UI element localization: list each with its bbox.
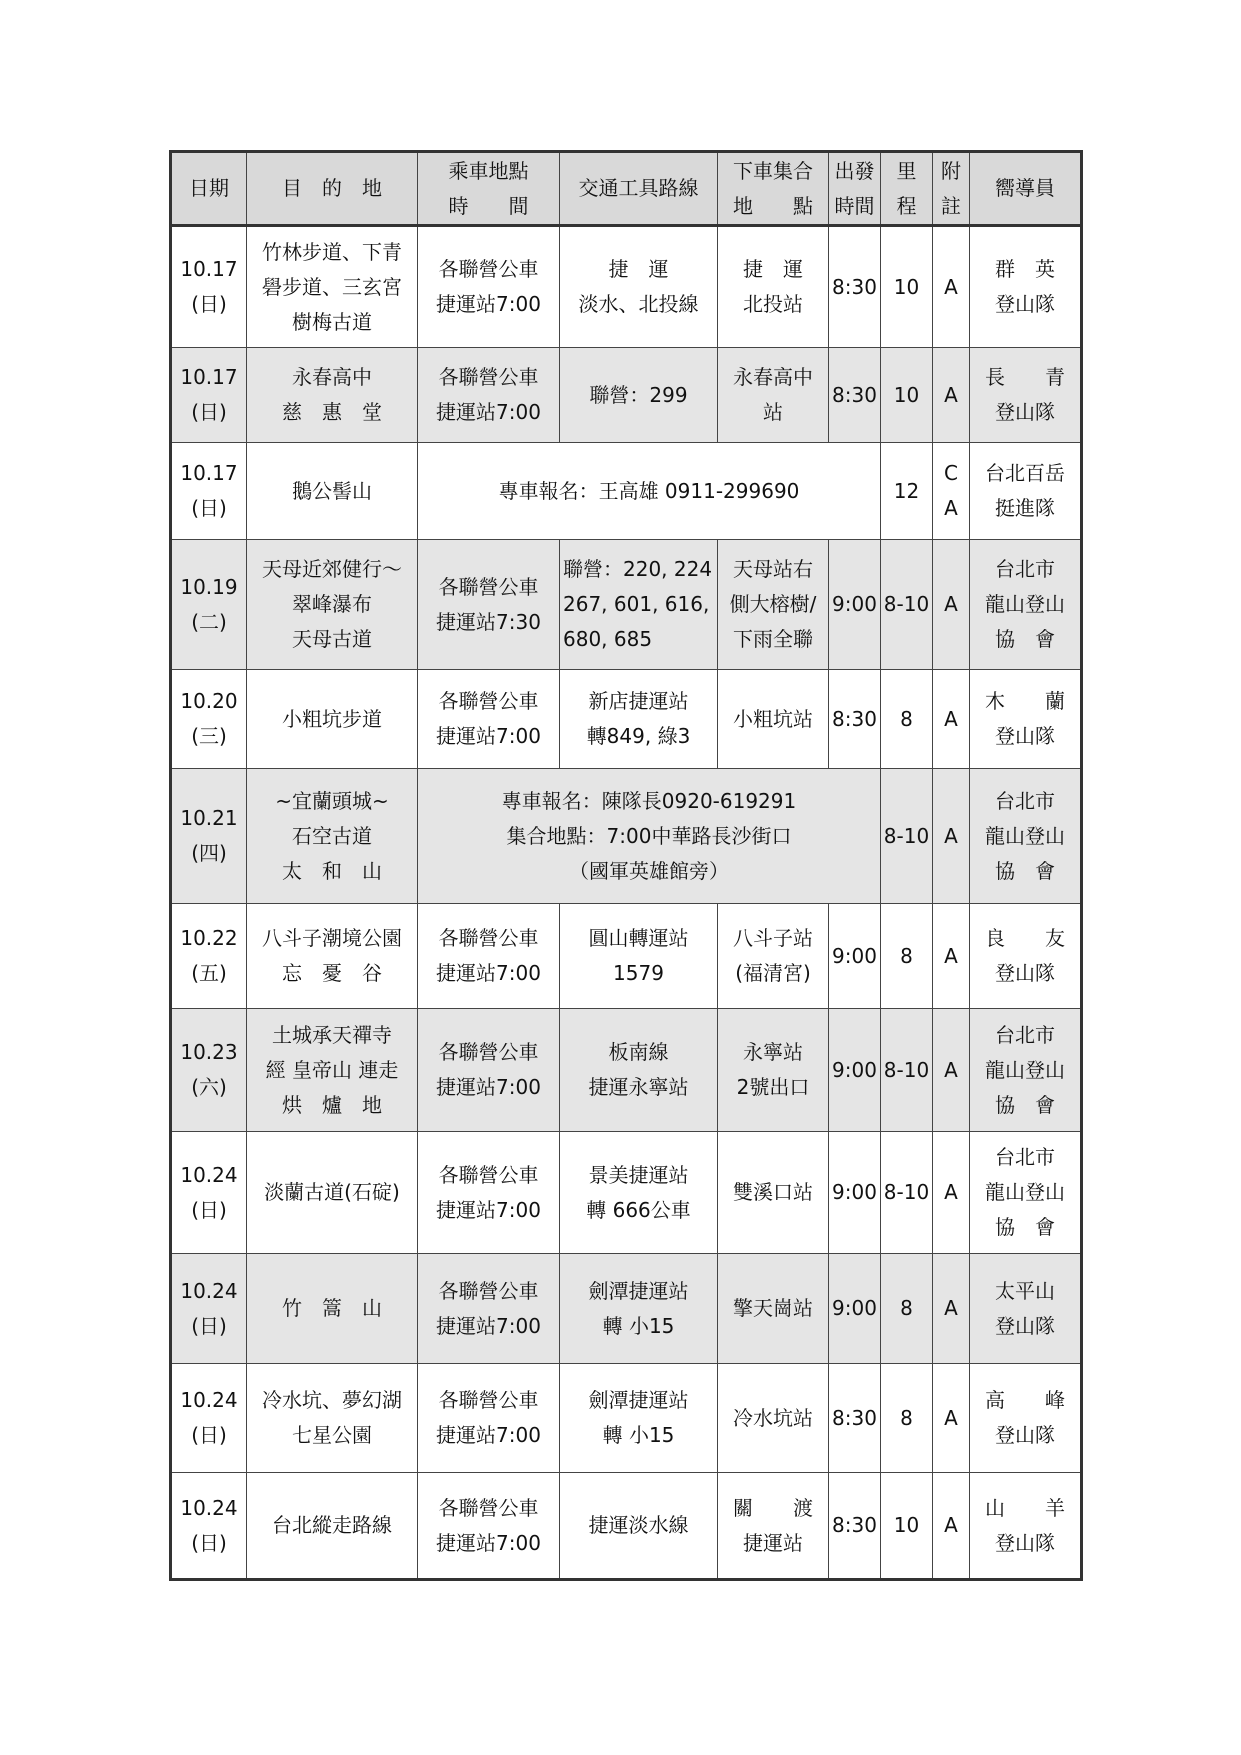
table-row [171,769,1082,904]
table-row [171,1132,1082,1254]
distance-cell: 8-10 [881,1009,933,1132]
note-cell: A [933,769,970,904]
destination-cell: 小粗坑步道 [247,670,418,769]
alight-cell: 冷水坑站 [718,1364,829,1473]
boarding-cell: 各聯營公車 捷運站7:00 [418,1009,560,1132]
destination-cell: ~宜蘭頭城~ 石空古道 太 和 山 [247,769,418,904]
alight-cell: 天母站右 側大榕樹/ 下雨全聯 [718,540,829,670]
header-destination: 目 的 地 [247,152,418,226]
alight-cell: 關 渡 捷運站 [718,1473,829,1580]
header-alight: 下車集合 地 點 [718,152,829,226]
destination-cell: 竹林步道、下青 礐步道、三玄宮 樹梅古道 [247,226,418,348]
alight-cell: 八斗子站 (福清宮) [718,904,829,1009]
destination-cell: 竹 篙 山 [247,1254,418,1364]
guide-cell: 台北百岳 挺進隊 [970,443,1082,540]
alight-cell: 雙溪口站 [718,1132,829,1254]
table-row [171,226,1082,348]
note-cell: A [933,1364,970,1473]
depart-time-cell: 8:30 [829,348,881,443]
depart-time-cell: 9:00 [829,1009,881,1132]
guide-cell: 台北市 龍山登山 協 會 [970,1132,1082,1254]
table-row [171,1364,1082,1473]
date-cell: 10.24 (日) [171,1364,247,1473]
alight-cell: 捷 運 北投站 [718,226,829,348]
table-row [171,1473,1082,1580]
header-boarding: 乘車地點 時 間 [418,152,560,226]
distance-cell: 8 [881,670,933,769]
depart-time-cell: 9:00 [829,1132,881,1254]
guide-cell: 木 蘭 登山隊 [970,670,1082,769]
route-cell: 板南線 捷運永寧站 [560,1009,718,1132]
distance-cell: 8-10 [881,540,933,670]
note-cell: A [933,1473,970,1580]
registration-info-cell: 專車報名：王高雄 0911-299690 [418,443,881,540]
date-cell: 10.21 (四) [171,769,247,904]
alight-cell: 永春高中 站 [718,348,829,443]
guide-cell: 山 羊 登山隊 [970,1473,1082,1580]
depart-time-cell: 8:30 [829,670,881,769]
date-cell: 10.19 (二) [171,540,247,670]
header-depart-time: 出發 時間 [829,152,881,226]
route-cell: 劍潭捷運站 轉 小15 [560,1364,718,1473]
destination-cell: 台北縱走路線 [247,1473,418,1580]
boarding-cell: 各聯營公車 捷運站7:00 [418,1473,560,1580]
header-row [171,152,1082,226]
boarding-cell: 各聯營公車 捷運站7:30 [418,540,560,670]
note-cell: A [933,1132,970,1254]
guide-cell: 台北市 龍山登山 協 會 [970,540,1082,670]
alight-cell: 永寧站 2號出口 [718,1009,829,1132]
alight-cell: 小粗坑站 [718,670,829,769]
note-cell: A [933,670,970,769]
route-cell: 聯營：220, 224 267, 601, 616, 680, 685 [560,540,718,670]
route-cell: 捷運淡水線 [560,1473,718,1580]
depart-time-cell: 8:30 [829,1473,881,1580]
guide-cell: 台北市 龍山登山 協 會 [970,1009,1082,1132]
distance-cell: 10 [881,226,933,348]
note-cell: A [933,1009,970,1132]
destination-cell: 鵝公髻山 [247,443,418,540]
destination-cell: 永春高中 慈 惠 堂 [247,348,418,443]
table-row [171,348,1082,443]
distance-cell: 12 [881,443,933,540]
route-cell: 圓山轉運站 1579 [560,904,718,1009]
note-cell: A [933,226,970,348]
date-cell: 10.20 (三) [171,670,247,769]
date-cell: 10.22 (五) [171,904,247,1009]
header-date: 日期 [171,152,247,226]
header-distance: 里 程 [881,152,933,226]
destination-cell: 淡蘭古道(石碇) [247,1132,418,1254]
route-cell: 新店捷運站 轉849, 綠3 [560,670,718,769]
header-note: 附 註 [933,152,970,226]
date-cell: 10.17 (日) [171,348,247,443]
depart-time-cell: 8:30 [829,226,881,348]
depart-time-cell: 9:00 [829,1254,881,1364]
date-cell: 10.24 (日) [171,1132,247,1254]
distance-cell: 8-10 [881,769,933,904]
date-cell: 10.17 (日) [171,443,247,540]
depart-time-cell: 8:30 [829,1364,881,1473]
route-cell: 聯營：299 [560,348,718,443]
table-row [171,1009,1082,1132]
boarding-cell: 各聯營公車 捷運站7:00 [418,670,560,769]
guide-cell: 群 英 登山隊 [970,226,1082,348]
destination-cell: 冷水坑、夢幻湖 七星公園 [247,1364,418,1473]
boarding-cell: 各聯營公車 捷運站7:00 [418,904,560,1009]
distance-cell: 8 [881,904,933,1009]
destination-cell: 天母近郊健行～ 翠峰瀑布 天母古道 [247,540,418,670]
route-cell: 劍潭捷運站 轉 小15 [560,1254,718,1364]
distance-cell: 8 [881,1254,933,1364]
date-cell: 10.24 (日) [171,1473,247,1580]
table-row [171,1254,1082,1364]
destination-cell: 土城承天禪寺 經 皇帝山 連走 烘 爐 地 [247,1009,418,1132]
registration-info-cell: 專車報名：陳隊長0920-619291 集合地點：7:00中華路長沙街口 （國軍英雄館旁） [418,769,881,904]
boarding-cell: 各聯營公車 捷運站7:00 [418,226,560,348]
note-cell: A [933,904,970,1009]
boarding-cell: 各聯營公車 捷運站7:00 [418,1364,560,1473]
date-cell: 10.23 (六) [171,1009,247,1132]
hiking-schedule-table [169,150,1083,1581]
distance-cell: 8 [881,1364,933,1473]
note-cell: C A [933,443,970,540]
route-cell: 捷 運 淡水、北投線 [560,226,718,348]
guide-cell: 高 峰 登山隊 [970,1364,1082,1473]
table-row [171,670,1082,769]
distance-cell: 10 [881,348,933,443]
boarding-cell: 各聯營公車 捷運站7:00 [418,1254,560,1364]
alight-cell: 擎天崗站 [718,1254,829,1364]
guide-cell: 台北市 龍山登山 協 會 [970,769,1082,904]
header-route: 交通工具路線 [560,152,718,226]
guide-cell: 長 青 登山隊 [970,348,1082,443]
header-guide: 嚮導員 [970,152,1082,226]
depart-time-cell: 9:00 [829,904,881,1009]
route-cell: 景美捷運站 轉 666公車 [560,1132,718,1254]
distance-cell: 8-10 [881,1132,933,1254]
table-row [171,443,1082,540]
date-cell: 10.17 (日) [171,226,247,348]
depart-time-cell: 9:00 [829,540,881,670]
note-cell: A [933,540,970,670]
date-cell: 10.24 (日) [171,1254,247,1364]
boarding-cell: 各聯營公車 捷運站7:00 [418,1132,560,1254]
guide-cell: 太平山 登山隊 [970,1254,1082,1364]
distance-cell: 10 [881,1473,933,1580]
note-cell: A [933,1254,970,1364]
destination-cell: 八斗子潮境公園 忘 憂 谷 [247,904,418,1009]
boarding-cell: 各聯營公車 捷運站7:00 [418,348,560,443]
guide-cell: 良 友 登山隊 [970,904,1082,1009]
note-cell: A [933,348,970,443]
table-row [171,540,1082,670]
table-row [171,904,1082,1009]
